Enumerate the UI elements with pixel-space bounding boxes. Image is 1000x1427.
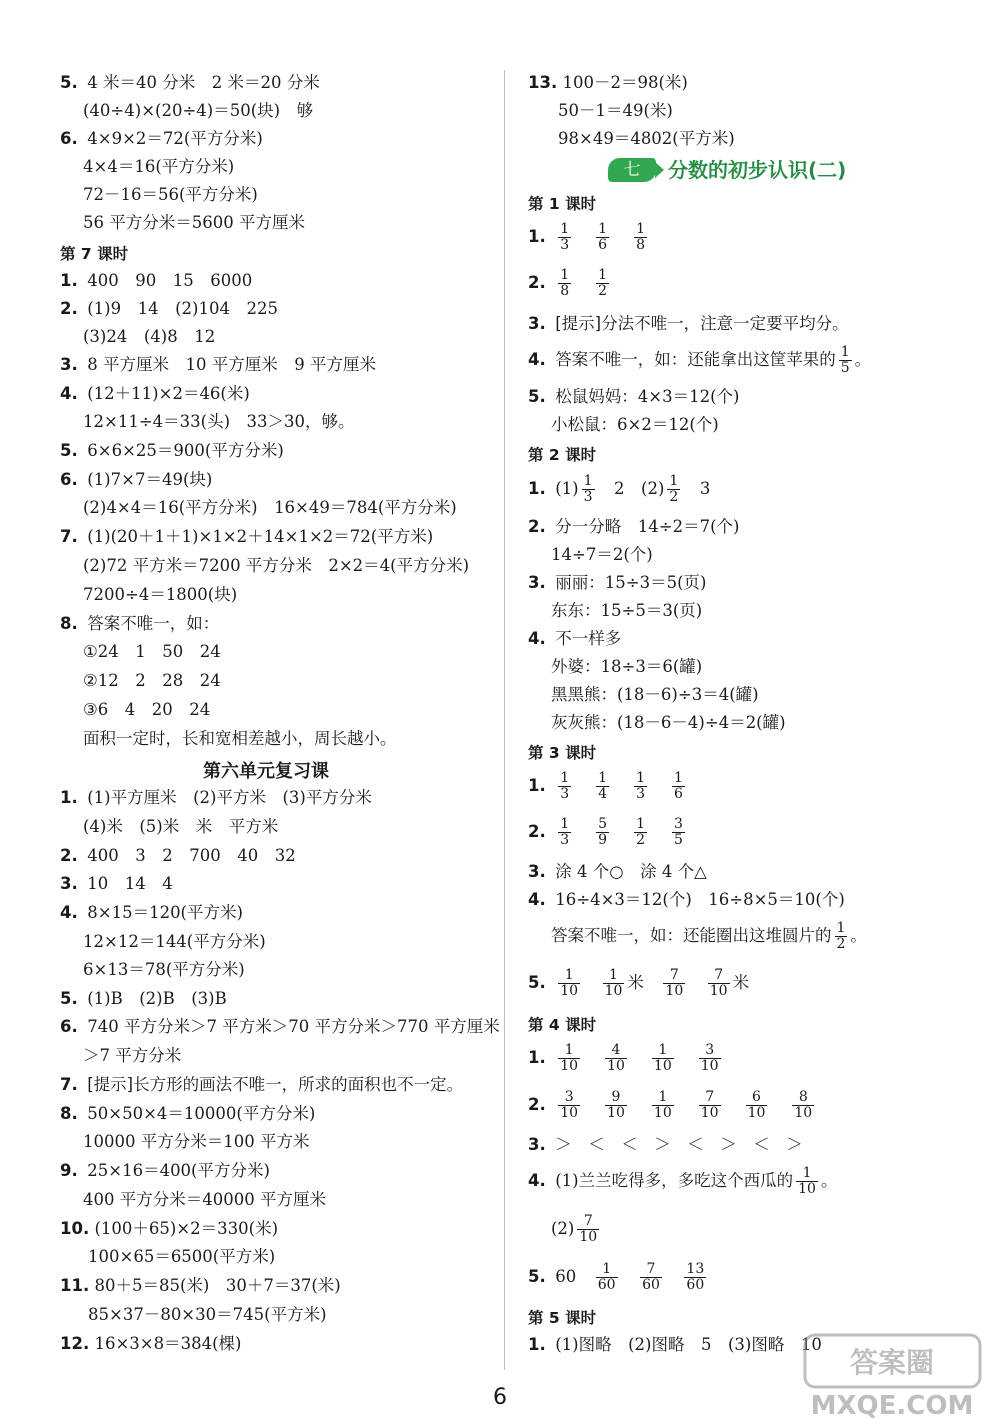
l3-answer-1: 1. $\frac{1}{3}$ $\frac{1}{4}$ $\frac{1}{3}$ $\frac{1}{6}$ [528, 770, 683, 802]
l1-answer-4: 4. 答案不唯一，如：还能拿出这筐苹果的 $\frac{1}{5}$ 。 [528, 344, 872, 376]
l2-answer-4-line4: 灰灰熊：(18－6－4)÷4＝2(罐) [551, 713, 786, 732]
l2-answer-1: 1. (1) $\frac{1}{3}$ 2 (2) $\frac{1}{2}$ 3 [528, 473, 711, 505]
answer-13: 13. 100－2＝98(米) [528, 73, 688, 92]
svg-text:答案圈: 答案圈 [849, 1346, 935, 1379]
fraction: $\frac{3}{10}$ [560, 1089, 579, 1121]
fraction: $\frac{3}{10}$ [700, 1042, 719, 1074]
review-answer-6: 6. 740 平方分米＞7 平方米＞70 平方分米＞770 平方厘米 [60, 1017, 500, 1036]
l7-answer-8-line4: ③6 4 20 24 [83, 700, 211, 719]
fraction: $\frac{1}{2}$ [836, 920, 846, 952]
l7-answer-8: 8. 答案不唯一，如： [60, 614, 220, 633]
fraction: $\frac{7}{10}$ [700, 1089, 719, 1121]
fraction: $\frac{1}{60}$ [597, 1261, 616, 1293]
fraction: $\frac{7}{60}$ [642, 1261, 660, 1293]
fraction: $\frac{1}{5}$ [840, 344, 850, 376]
review-answer-9-line2: 400 平方分米＝40000 平方厘米 [83, 1190, 326, 1209]
fraction: $\frac{1}{3}$ [560, 770, 570, 802]
review-answer-11: 11. 80＋5＝85(米) 30＋7＝37(米) [60, 1276, 341, 1295]
answer-6-line4: 56 平方分米＝5600 平方厘米 [83, 213, 305, 232]
fraction: $\frac{8}{10}$ [794, 1089, 813, 1121]
review-answer-10-line2: 100×65＝6500(平方米) [88, 1247, 276, 1266]
l7-answer-1: 1. 400 90 15 6000 [60, 271, 253, 290]
review-answer-4: 4. 8×15＝120(平方米) [60, 903, 243, 922]
review-answer-4-line2: 12×12＝144(平方分米) [83, 932, 266, 951]
review-answer-9: 9. 25×16＝400(平方分米) [60, 1161, 270, 1180]
review-answer-11-line2: 85×37－80×30＝745(平方米) [88, 1305, 327, 1324]
l2-answer-4: 4. 不一样多 [528, 629, 622, 648]
l1-answer-1: 1. $\frac{1}{3}$ $\frac{1}{6}$ $\frac{1}{8}$ [528, 221, 646, 253]
l1-answer-5-line2: 小松鼠：6×2＝12(个) [551, 415, 719, 434]
fraction: $\frac{1}{10}$ [653, 1089, 672, 1121]
l7-answer-2-line2: (3)24 (4)8 12 [83, 327, 216, 346]
fraction: $\frac{1}{10}$ [798, 1165, 816, 1197]
l7-answer-7-line3: 7200÷4＝1800(块) [83, 585, 238, 604]
answer-5: 5. 4 米＝40 分米 2 米＝20 分米 [60, 73, 320, 92]
l7-answer-3: 3. 8 平方厘米 10 平方厘米 9 平方厘米 [60, 355, 376, 374]
fraction: $\frac{5}{9}$ [598, 816, 608, 848]
l7-answer-8-line3: ②12 2 28 24 [83, 671, 221, 690]
fraction: $\frac{13}{60}$ [686, 1261, 705, 1293]
fraction: $\frac{1}{2}$ [636, 816, 646, 848]
page-number: 6 [493, 1385, 507, 1410]
review-answer-1-line2: (4)米 (5)米 米 平方米 [83, 817, 279, 836]
fraction: $\frac{7}{10}$ [579, 1213, 598, 1245]
l2-answer-4-line3: 黑黑熊：(18－6)÷3＝4(罐) [551, 685, 759, 704]
review-answer-12: 12. 16×3×8＝384(棵) [60, 1334, 242, 1353]
review-answer-10: 10. (100＋65)×2＝330(米) [60, 1219, 279, 1238]
fraction: $\frac{1}{10}$ [604, 967, 623, 999]
fraction: $\frac{1}{4}$ [598, 770, 608, 802]
l7-answer-7: 7. (1)(20＋1＋1)×1×2＋14×1×2＝72(平方米) [60, 527, 434, 546]
fraction: $\frac{1}{10}$ [560, 967, 579, 999]
fraction: $\frac{1}{10}$ [560, 1042, 579, 1074]
review-answer-6-line2: ＞7 平方分米 [83, 1046, 182, 1065]
fraction: $\frac{1}{3}$ [636, 770, 646, 802]
l3-answer-3: 3. 涂 4 个○ 涂 4 个△ [528, 862, 707, 881]
review-answer-1: 1. (1)平方厘米 (2)平方米 (3)平方分米 [60, 788, 372, 807]
answer-6-line3: 72－16＝56(平方分米) [83, 185, 258, 204]
fraction: $\frac{7}{10}$ [709, 967, 728, 999]
svg-text:MXQE.COM: MXQE.COM [810, 1391, 974, 1420]
l4-answer-1: 1. $\frac{1}{10}$ $\frac{4}{10}$ $\frac{1}{10}$ $\frac{3}{10}$ [528, 1042, 719, 1074]
fraction: $\frac{1}{6}$ [674, 770, 683, 802]
fraction: $\frac{1}{10}$ [653, 1042, 672, 1074]
fraction: $\frac{3}{5}$ [674, 816, 683, 848]
l4-answer-4: 4. (1)兰兰吃得多，多吃这个西瓜的 $\frac{1}{10}$ 。 [528, 1165, 838, 1197]
review-answer-4-line3: 6×13＝78(平方分米) [83, 960, 245, 979]
answer-13-line2: 50－1＝49(米) [558, 101, 673, 120]
l1-answer-2: 2. $\frac{1}{8}$ $\frac{1}{2}$ [528, 267, 608, 299]
review-answer-8-line2: 10000 平方分米＝100 平方米 [83, 1132, 310, 1151]
l7-answer-7-line2: (2)72 平方米＝7200 平方分米 2×2＝4(平方分米) [83, 556, 470, 575]
l7-answer-4-line2: 12×11÷4＝33(头) 33＞30，够。 [83, 412, 355, 431]
lesson-4-heading: 第 4 课时 [528, 1016, 597, 1034]
l7-answer-8-line2: ①24 1 50 24 [83, 642, 221, 661]
l3-answer-5: 5. $\frac{1}{10}$ $\frac{1}{10}$ 米 $\frac{7}{10}$ $\frac{7}{10}$ 米 [528, 967, 750, 999]
lesson-7-heading: 第 7 课时 [60, 245, 129, 263]
fraction: $\frac{1}{8}$ [636, 221, 646, 253]
chapter-badge: 七 [608, 158, 656, 182]
answer-5-line2: (40÷4)×(20÷4)＝50(块) 够 [83, 101, 314, 120]
l3-answer-2: 2. $\frac{1}{3}$ $\frac{5}{9}$ $\frac{1}{2}$ $\frac{3}{5}$ [528, 816, 683, 848]
fraction: $\frac{1}{3}$ [560, 221, 570, 253]
l2-answer-4-line2: 外婆：18÷3＝6(罐) [551, 657, 703, 676]
l3-answer-4: 4. 16÷4×3＝12(个) 16÷8×5＝10(个) [528, 890, 845, 909]
l3-answer-4-line2: 答案不唯一，如：还能圈出这堆圆片的 $\frac{1}{2}$ 。 [551, 920, 867, 952]
fraction: $\frac{1}{6}$ [598, 221, 608, 253]
fraction: $\frac{6}{10}$ [747, 1089, 766, 1121]
l2-answer-3-line2: 东东：15÷5＝3(页) [551, 601, 703, 620]
fraction: $\frac{1}{3}$ [583, 473, 593, 505]
unit-6-review-heading: 第六单元复习课 [203, 761, 329, 782]
review-answer-5: 5. (1)B (2)B (3)B [60, 989, 227, 1008]
l7-answer-6: 6. (1)7×7＝49(块) [60, 470, 213, 489]
answer-13-line3: 98×49＝4802(平方米) [558, 129, 735, 148]
fraction: $\frac{1}{2}$ [598, 267, 608, 299]
hint-label: [提示] [87, 1075, 134, 1094]
l2-answer-2: 2. 分一分略 14÷2＝7(个) [528, 517, 740, 536]
review-answer-2: 2. 400 3 2 700 40 32 [60, 846, 296, 865]
chapter-title: 分数的初步认识(二) [668, 158, 847, 182]
l7-answer-5: 5. 6×6×25＝900(平方分米) [60, 441, 284, 460]
l1-answer-5: 5. 松鼠妈妈：4×3＝12(个) [528, 387, 740, 406]
review-answer-7: 7. [提示]长方形的画法不唯一，所求的面积也不一定。 [60, 1075, 464, 1094]
review-answer-3: 3. 10 14 4 [60, 874, 173, 893]
l7-answer-6-line2: (2)4×4＝16(平方分米) 16×49＝784(平方分米) [83, 498, 457, 517]
fraction: $\frac{7}{10}$ [665, 967, 684, 999]
answer-6-line2: 4×4＝16(平方分米) [83, 157, 235, 176]
l4-answer-4-line2: (2) $\frac{7}{10}$ [551, 1213, 598, 1245]
answer-6: 6. 4×9×2＝72(平方分米) [60, 129, 263, 148]
fraction: $\frac{1}{8}$ [560, 267, 570, 299]
l7-answer-2: 2. (1)9 14 (2)104 225 [60, 299, 278, 318]
hint-label: [提示] [555, 314, 602, 333]
watermark-logo [800, 1330, 990, 1420]
l7-answer-8-line5: 面积一定时，长和宽相差越小，周长越小。 [83, 729, 397, 748]
fraction: $\frac{4}{10}$ [607, 1042, 625, 1074]
lesson-3-heading: 第 3 课时 [528, 744, 597, 762]
lesson-5-heading: 第 5 课时 [528, 1309, 597, 1327]
l7-answer-4: 4. (12＋11)×2＝46(米) [60, 384, 250, 403]
l2-answer-2-line2: 14÷7＝2(个) [551, 545, 653, 564]
l4-answer-3: 3. ＞ ＜ ＜ ＞ ＜ ＞ ＜ ＞ [528, 1135, 803, 1154]
lesson-1-heading: 第 1 课时 [528, 195, 597, 213]
l2-answer-3: 3. 丽丽：15÷3＝5(页) [528, 573, 707, 592]
l4-answer-5: 5. 60 $\frac{1}{60}$ $\frac{7}{60}$ $\frac{13}{60}$ [528, 1261, 705, 1293]
fraction: $\frac{1}{2}$ [669, 473, 679, 505]
l5-answer-1: 1. (1)图略 (2)图略 5 (3)图略 10 [528, 1335, 822, 1354]
l1-answer-3: 3. [提示]分法不唯一，注意一定要平均分。 [528, 314, 849, 333]
fraction: $\frac{9}{10}$ [607, 1089, 625, 1121]
lesson-2-heading: 第 2 课时 [528, 446, 597, 464]
l4-answer-2: 2. $\frac{3}{10}$ $\frac{9}{10}$ $\frac{1}{10}$ $\frac{7}{10}$ $\frac{6}{10}$ $\frac{8}{10}$ [528, 1089, 813, 1121]
fraction: $\frac{1}{3}$ [560, 816, 570, 848]
column-divider [504, 70, 505, 1370]
review-answer-8: 8. 50×50×4＝10000(平方分米) [60, 1104, 316, 1123]
